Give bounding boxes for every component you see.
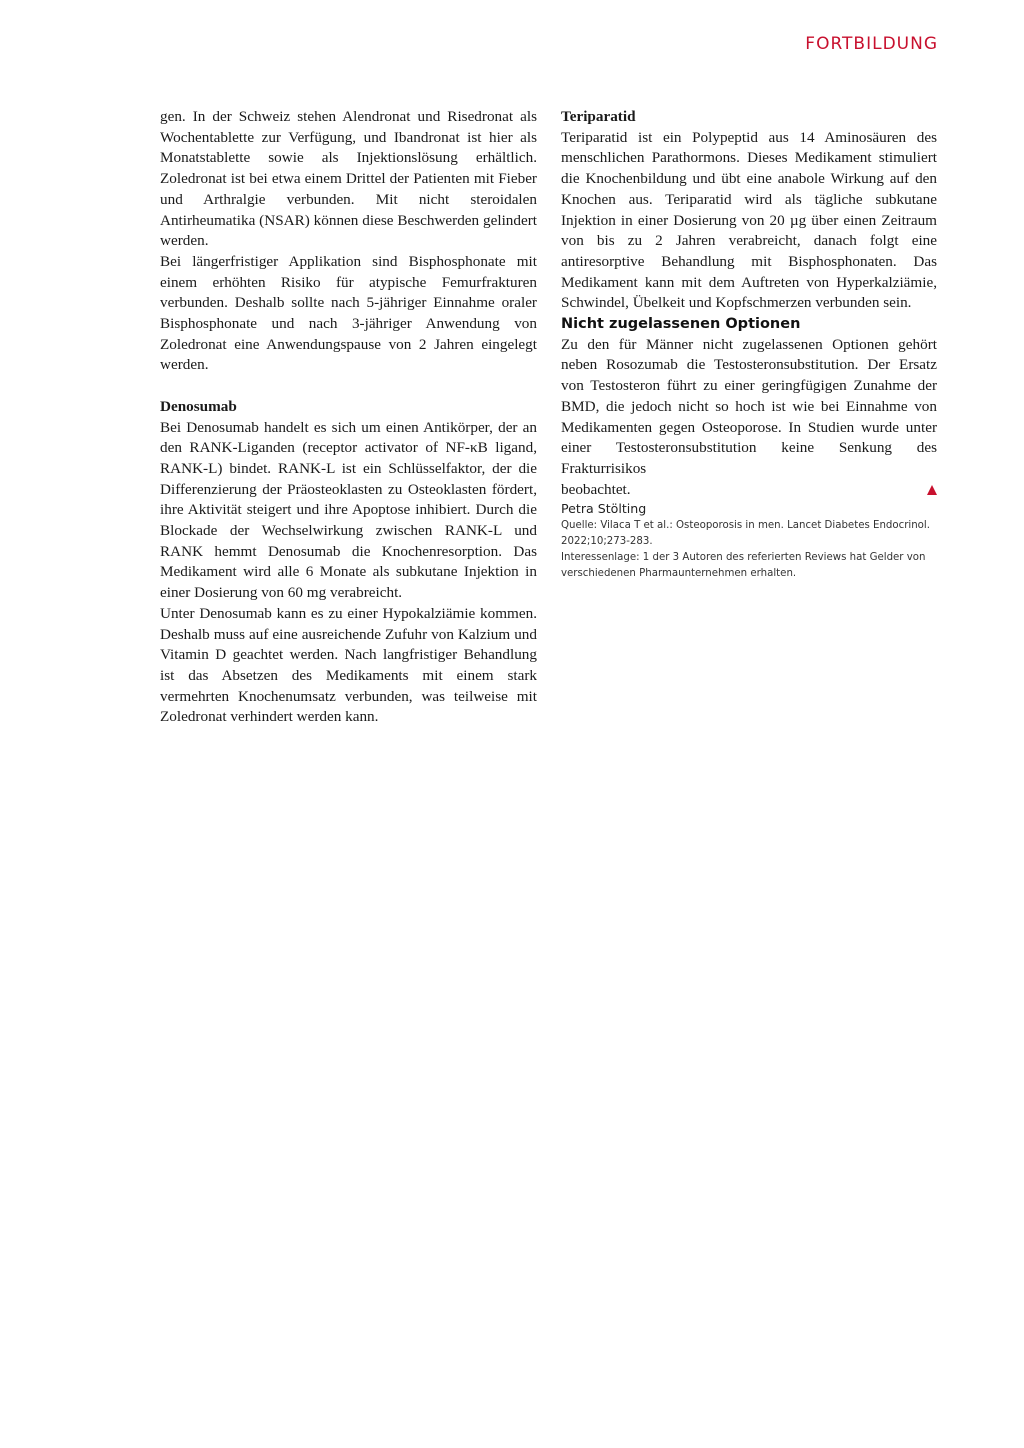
paragraph: Zu den für Männer nicht zugelassenen Optionen gehört neben Rosozumab die Testosteronsubstitution. Der Ersatz von Testosteron führt zu einer geringfügigen Zunahme der BMD, die jedoch nicht so hoch ist wie bei Einnahme von Medikamenten gegen Osteoporose. In Studien wurde unter einer Testosteronsubstitution keine Senkung des Frakturrisikos xyxy=(561,335,937,477)
paragraph: Unter Denosumab kann es zu einer Hypokalziämie kommen. Deshalb muss auf eine ausreichende Zufuhr von Kalzium und Vitamin D geachtet werden. Nach langfristiger Behandlung ist das Absetzen des Medikaments mit einem stark vermehrten Knochenumsatz verbunden, was teilweise mit Zoledronat verhindert werden kann. xyxy=(160,604,537,726)
author: Petra Stölting xyxy=(561,501,647,517)
options-heading: Nicht zugelassenen Optionen xyxy=(561,316,801,333)
conflict-of-interest: Interessenlage: 1 der 3 Autoren des referierten Reviews hat Gelder von verschiedenen Pharmaunternehmen erhalten. xyxy=(561,552,926,580)
teriparatid-heading: Teriparatid xyxy=(561,108,636,125)
paragraph: Bei Denosumab handelt es sich um einen Antikörper, der an den RANK-Liganden (receptor activator of NF-κB ligand, RANK-L) bindet. RANK-L ist ein Schlüsselfaktor, der die Differenzierung der Präosteoklasten zu Osteoklasten fördert, ihre Aktivität steigert und ihre Apoptose inhibiert. Durch die Blockade der Wechselwirkung zwischen RANK-L und RANK hemmt Denosumab die Knochenresorption. Das Medikament wird alle 6 Monate als subkutane Injektion in einer Dosierung von 60 mg verabreicht. xyxy=(160,418,537,602)
source-citation: Quelle: Vilaca T et al.: Osteoporosis in men. Lancet Diabetes Endocrinol. 2022;10;273-283. xyxy=(561,520,930,548)
left-column xyxy=(160,107,537,728)
red-triangle-icon xyxy=(927,485,937,495)
right-column xyxy=(561,107,937,582)
paragraph: Bei längerfristiger Applikation sind Bisphosphonate mit einem erhöhten Risiko für atypische Femurfrakturen verbunden. Deshalb sollte nach 5-jähriger Einnahme oraler Bisphosphonate und nach 3-jähriger Anwendung von Zoledronat eine Anwendungspause von 2 Jahren eingelegt werden. xyxy=(160,252,537,374)
section-label: FORTBILDUNG xyxy=(805,34,938,54)
paragraph-end-text: beobachtet. xyxy=(561,480,631,498)
paragraph-end xyxy=(561,480,937,501)
denosumab-heading: Denosumab xyxy=(160,397,237,415)
paragraph: gen. In der Schweiz stehen Alendronat und Risedronat als Wochentablette zur Verfügung, und Ibandronat ist hier als Monatstablette sowie als Injektionslösung erhältlich. Zoledronat ist bei etwa einem Drittel der Patienten mit Fieber und Arthralgie verbunden. Mit nicht steroidalen Antirheumatika (NSAR) können diese Beschwerden gelindert werden. xyxy=(160,108,537,250)
paragraph: Teriparatid ist ein Polypeptid aus 14 Aminosäuren des menschlichen Parathormons. Dieses Medikament stimuliert die Knochenbildung und übt eine anabole Wirkung auf den Knochen aus. Teriparatid wird als tägliche subkutane Injektion in einer Dosierung von 20 µg über einen Zeitraum von bis zu 2 Jahren verabreicht, danach folgt eine antiresorptive Behandlung mit Bisphosphonaten. Das Medikament kann mit dem Auftreten von Hyperkalziämie, Schwindel, Übelkeit und Kopfschmerzen verbunden sein. xyxy=(561,128,937,312)
